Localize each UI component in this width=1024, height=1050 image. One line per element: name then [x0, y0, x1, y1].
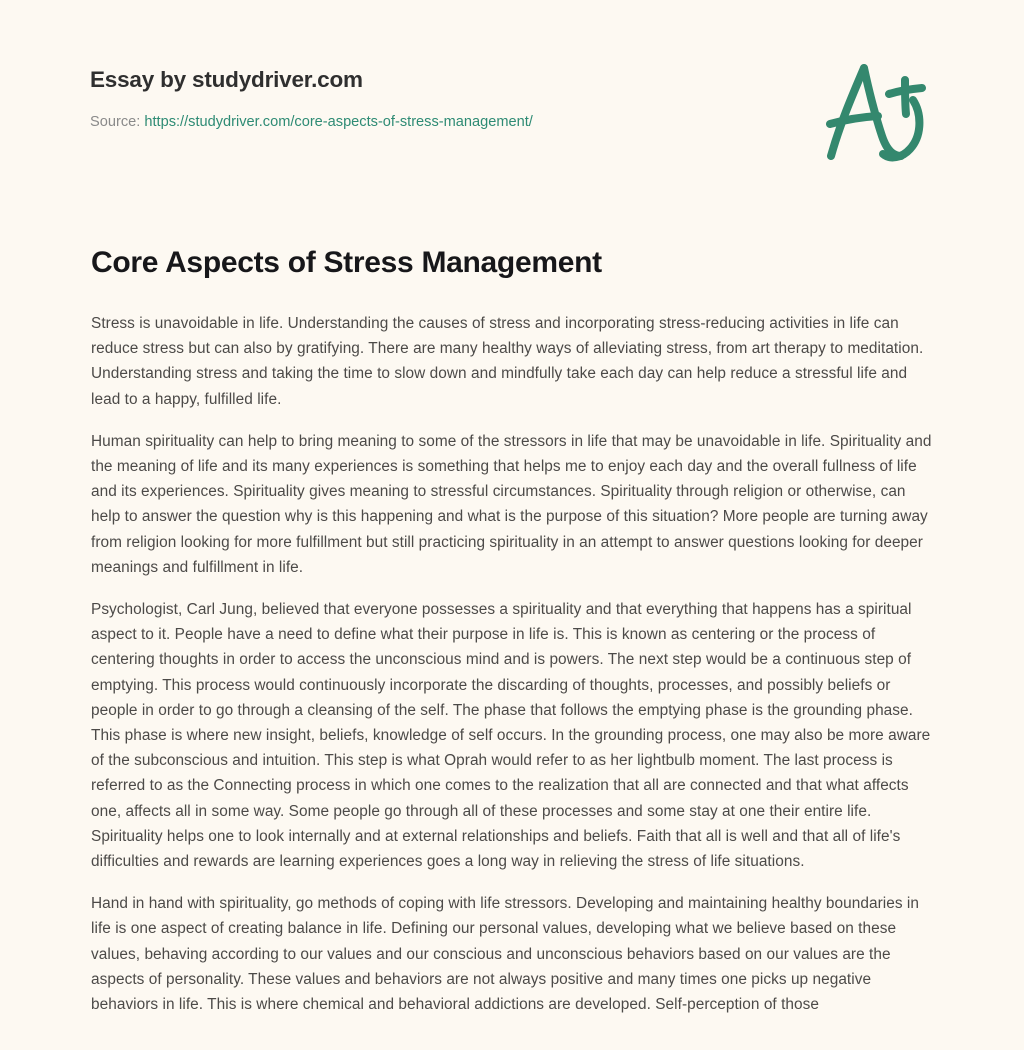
source-url-link[interactable]: https://studydriver.com/core-aspects-of-stress-management/ — [144, 114, 533, 131]
brand-block — [90, 66, 790, 132]
paragraph: Psychologist, Carl Jung, believed that everyone possesses a spirituality and that everything that happens has a spiritual aspect to it. People have a need to define what their purpose in life is. This is known as centering or the process of centering thoughts in order to access the unconscious mind and is powers. The next step would be a continuous step of emptying. This process would continuously incorporate the discarding of thoughts, processes, and possibly beliefs or people in order to go through a cleansing of the self. The phase that follows the emptying phase is the grounding phase. This phase is where new insight, beliefs, knowledge of self occurs. In the grounding process, one may also be more aware of the subconscious and intuition. This step is what Oprah would refer to as her lightbulb moment. The last process is referred to as the Connecting process in which one comes to the realization that all are connected and that what affects one, affects all in some way. Some people go through all of these processes and some stay at one their entire life. Spirituality helps one to look internally and at external relationships and beliefs. Faith that all is well and that all of life's difficulties and rewards are learning experiences goes a long way in relieving the stress of life situations. — [91, 601, 931, 871]
page-header — [0, 0, 1024, 200]
source-label: Source: — [90, 114, 141, 131]
page-title: Core Aspects of Stress Management — [91, 246, 602, 279]
paragraph: Stress is unavoidable in life. Understanding the causes of stress and incorporating stress-reducing activities in life can reduce stress but can also by gratifying. There are many healthy ways of alleviating stress, from art therapy to meditation. Understanding stress and taking the time to slow down and mindfully take each day can help reduce a stressful life and lead to a happy, fulfilled life. — [91, 315, 924, 408]
source-line — [90, 113, 790, 132]
brand-title: Essay by studydriver.com — [90, 67, 363, 92]
paragraph: Human spirituality can help to bring meaning to some of the stressors in life that may be unavoidable in life. Spirituality and the meaning of life and its many experiences is something that helps me to enjoy each day and the overall fullness of life and its experiences. Spirituality gives meaning to stressful circumstances. Spirituality through religion or otherwise, can help to answer the question why is this happening and what is the purpose of this situation? More people are turning away from religion looking for more fulfillment but still practicing spirituality in an attempt to answer questions looking for deeper meanings and fulfillment in life. — [91, 432, 932, 576]
a-plus-logo — [806, 52, 936, 172]
document-body — [91, 243, 938, 1017]
a-plus-logo-icon — [806, 52, 936, 172]
paragraph: Hand in hand with spirituality, go methods of coping with life stressors. Developing and maintaining healthy boundaries in life is one aspect of creating balance in life. Defining our personal values, developing what we believe based on these values, behaving according to our values and our conscious and unconscious behaviors based on our values are the aspects of personality. These values and behaviors are not always positive and many times one picks up negative behaviors in life. This is where chemical and behavioral addictions are developed. Self-perception of those — [91, 895, 919, 1014]
